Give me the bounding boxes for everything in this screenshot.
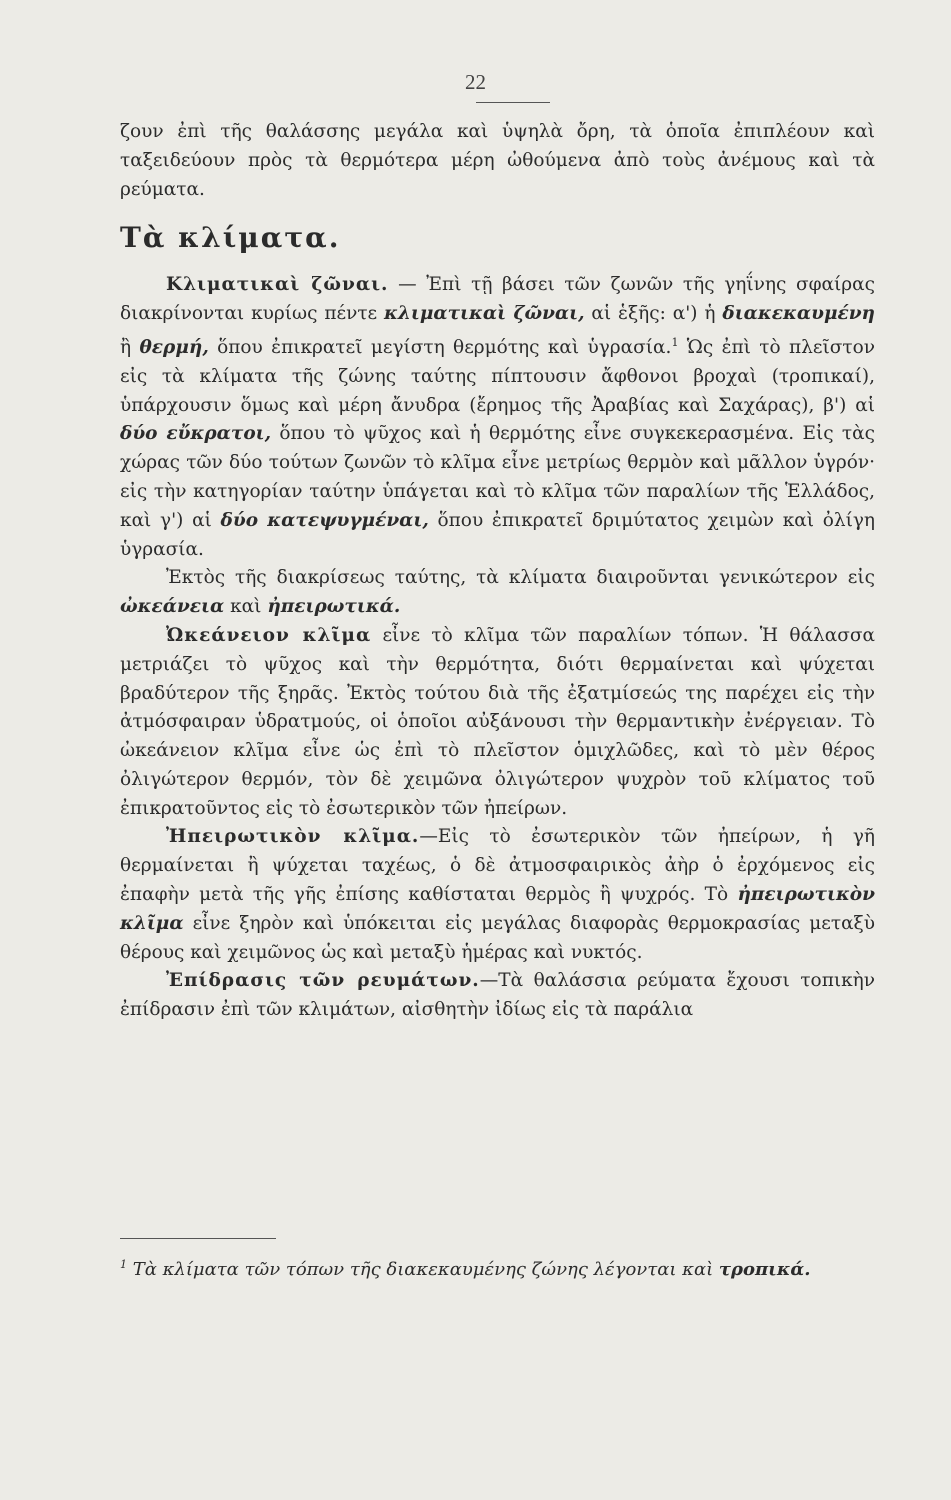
footnote-mark: 1 [120, 1258, 127, 1271]
text-run: καὶ [224, 596, 268, 618]
emphasis: ὠκεάνεια [120, 596, 225, 618]
text-run: εἶνε ξηρὸν καὶ ὑπόκειται εἰς μεγάλας διαφορὰς θερμοκρασίας μεταξὺ θέρους καὶ χειμῶνος ὡς καὶ μεταξὺ ἡμέρας καὶ νυκτός. [120, 912, 875, 963]
emphasis: διακεκαυμένη [722, 302, 876, 324]
text-run: Ἐκτὸς τῆς διακρίσεως ταύτης, τὰ κλίματα διαιροῦνται γενικώτερον εἰς [166, 567, 875, 589]
body-text [120, 118, 875, 1025]
emphasis: θερμή, [139, 336, 209, 358]
text-run: ἢ [120, 336, 140, 358]
emphasis: κλιματικαὶ ζῶναι, [384, 302, 585, 324]
footnote-rule [120, 1238, 276, 1239]
paragraph-climatic-zones [120, 271, 875, 564]
emphasis: τροπικά. [718, 1259, 811, 1280]
paragraph-oceanic-climate [120, 622, 875, 824]
text-run: —Εἰς τὸ ἐσωτερικὸν τῶν ἠπείρων, ἡ γῆ θερμαίνεται ἢ ψύχεται ταχέως, ὁ δὲ ἀτμοσφαιρικὸς ἀὴρ ὁ ἐρχόμενος εἰς ἐπαφὴν μετὰ τῆς γῆς ἐπίσης καθίσταται θερμὸς ἢ ψυχρός. Τὸ [120, 826, 875, 906]
text-run: ὅπου τὸ ψῦχος καὶ ἡ θερμότης εἶνε συγκεκερασμένα. Εἰς τὰς χώρας τῶν δύο τούτων ζωνῶν τὸ κλῖμα εἶνε μετρίως θερμὸν καὶ μᾶλλον ὑγρόν· εἰς τὴν κατηγορίαν ταύτην ὑπάγεται καὶ τὸ κλῖμα τῶν παραλίων τῆς Ἑλλάδος, καὶ γ') αἱ [120, 423, 876, 531]
section-heading: Τὰ κλίματα. [120, 221, 341, 255]
emphasis: ἠπειρωτικά. [267, 596, 401, 618]
text-run: Τὰ κλίματα τῶν τόπων τῆς διακεκαυμένης ζώνης λέγονται καὶ [127, 1259, 719, 1280]
paragraph-label: Ἠπειρωτικὸν κλῖμα. [166, 826, 420, 848]
footnote [120, 1250, 875, 1285]
paragraph-label: Ὠκεάνειον κλῖμα [166, 624, 372, 646]
paragraph-currents-effect [120, 967, 875, 1025]
paragraph-label: Ἐπίδρασις τῶν ρευμάτων. [166, 970, 480, 992]
emphasis: ἠπειρωτικὸν κλῖμα [120, 884, 875, 934]
footnote-ref: 1 [671, 335, 679, 349]
emphasis: δύο εὔκρατοι, [120, 423, 272, 445]
text-run: Ὡς ἐπὶ τὸ πλεῖστον εἰς τὰ κλίματα τῆς ζώνης ταύτης πίπτουσιν ἄφθονοι βροχαὶ (τροπικαί), ὑπάρχουσιν ὅμως καὶ μέρη ἄνυδρα (ἔρημος τῆς Ἀραβίας καὶ Σαχάρας), β') αἱ [120, 336, 875, 416]
page-number-rule [476, 102, 550, 103]
text-run: εἶνε τὸ κλῖμα τῶν παραλίων τόπων. Ἡ θάλασσα μετριάζει τὸ ψῦχος καὶ τὴν θερμότητα, διότι θερμαίνεται καὶ ψύχεται βραδύτερον τῆς ξηρᾶς. Ἐκτὸς τούτου διὰ τῆς ἐξατμίσεώς της παρέχει εἰς τὴν ἀτμόσφαιραν ὑδρατμούς, οἱ ὁποῖοι αὐξάνουσι τὴν θερμαντικὴν ἐνέργειαν. Τὸ ὠκεάνειον κλῖμα εἶνε ὡς ἐπὶ τὸ πλεῖστον ὁμιχλῶδες, καὶ τὸ μὲν θέρος ὀλιγώτερον θερμόν, τὸν δὲ χειμῶνα ὀλιγώτερον ψυχρὸν τοῦ κλίματος τοῦ ἐπικρατοῦντος εἰς τὸ ἐσωτερικὸν τῶν ἠπείρων. [120, 624, 875, 819]
text-run: αἱ ἑξῆς: α') ἡ [584, 302, 723, 324]
paragraph-continental-climate [120, 823, 875, 967]
paragraph-climate-division [120, 564, 875, 622]
text-run: ὅπου ἐπικρατεῖ μεγίστη θερμότης καὶ ὑγρασία. [208, 336, 672, 358]
text-run: —Τὰ θαλάσσια ρεύματα ἔχουσι τοπικὴν ἐπίδρασιν ἐπὶ τῶν κλιμάτων, αἰσθητὴν ἰδίως εἰς τὰ παράλια [120, 970, 875, 1021]
emphasis: δύο κατεψυγμέναι, [220, 509, 429, 531]
intro-paragraph: ζουν ἐπὶ τῆς θαλάσσης μεγάλα καὶ ὑψηλὰ ὄρη, τὰ ὁποῖα ἐπιπλέουν καὶ ταξειδεύουν πρὸς τὰ θερμότερα μέρη ὠθούμενα ἀπὸ τοὺς ἀνέμους καὶ τὰ ρεύματα. [120, 121, 875, 200]
text-run: ὅπου ἐπικρατεῖ δριμύτατος χειμὼν καὶ ὀλίγη ὑγρασία. [120, 509, 875, 560]
page-number: 22 [465, 70, 486, 94]
text-run: — Ἐπὶ τῇ βάσει τῶν ζωνῶν τῆς γηΐνης σφαίρας διακρίνονται κυρίως πέντε [120, 274, 876, 324]
paragraph-label: Κλιματικαὶ ζῶναι. [166, 274, 389, 296]
